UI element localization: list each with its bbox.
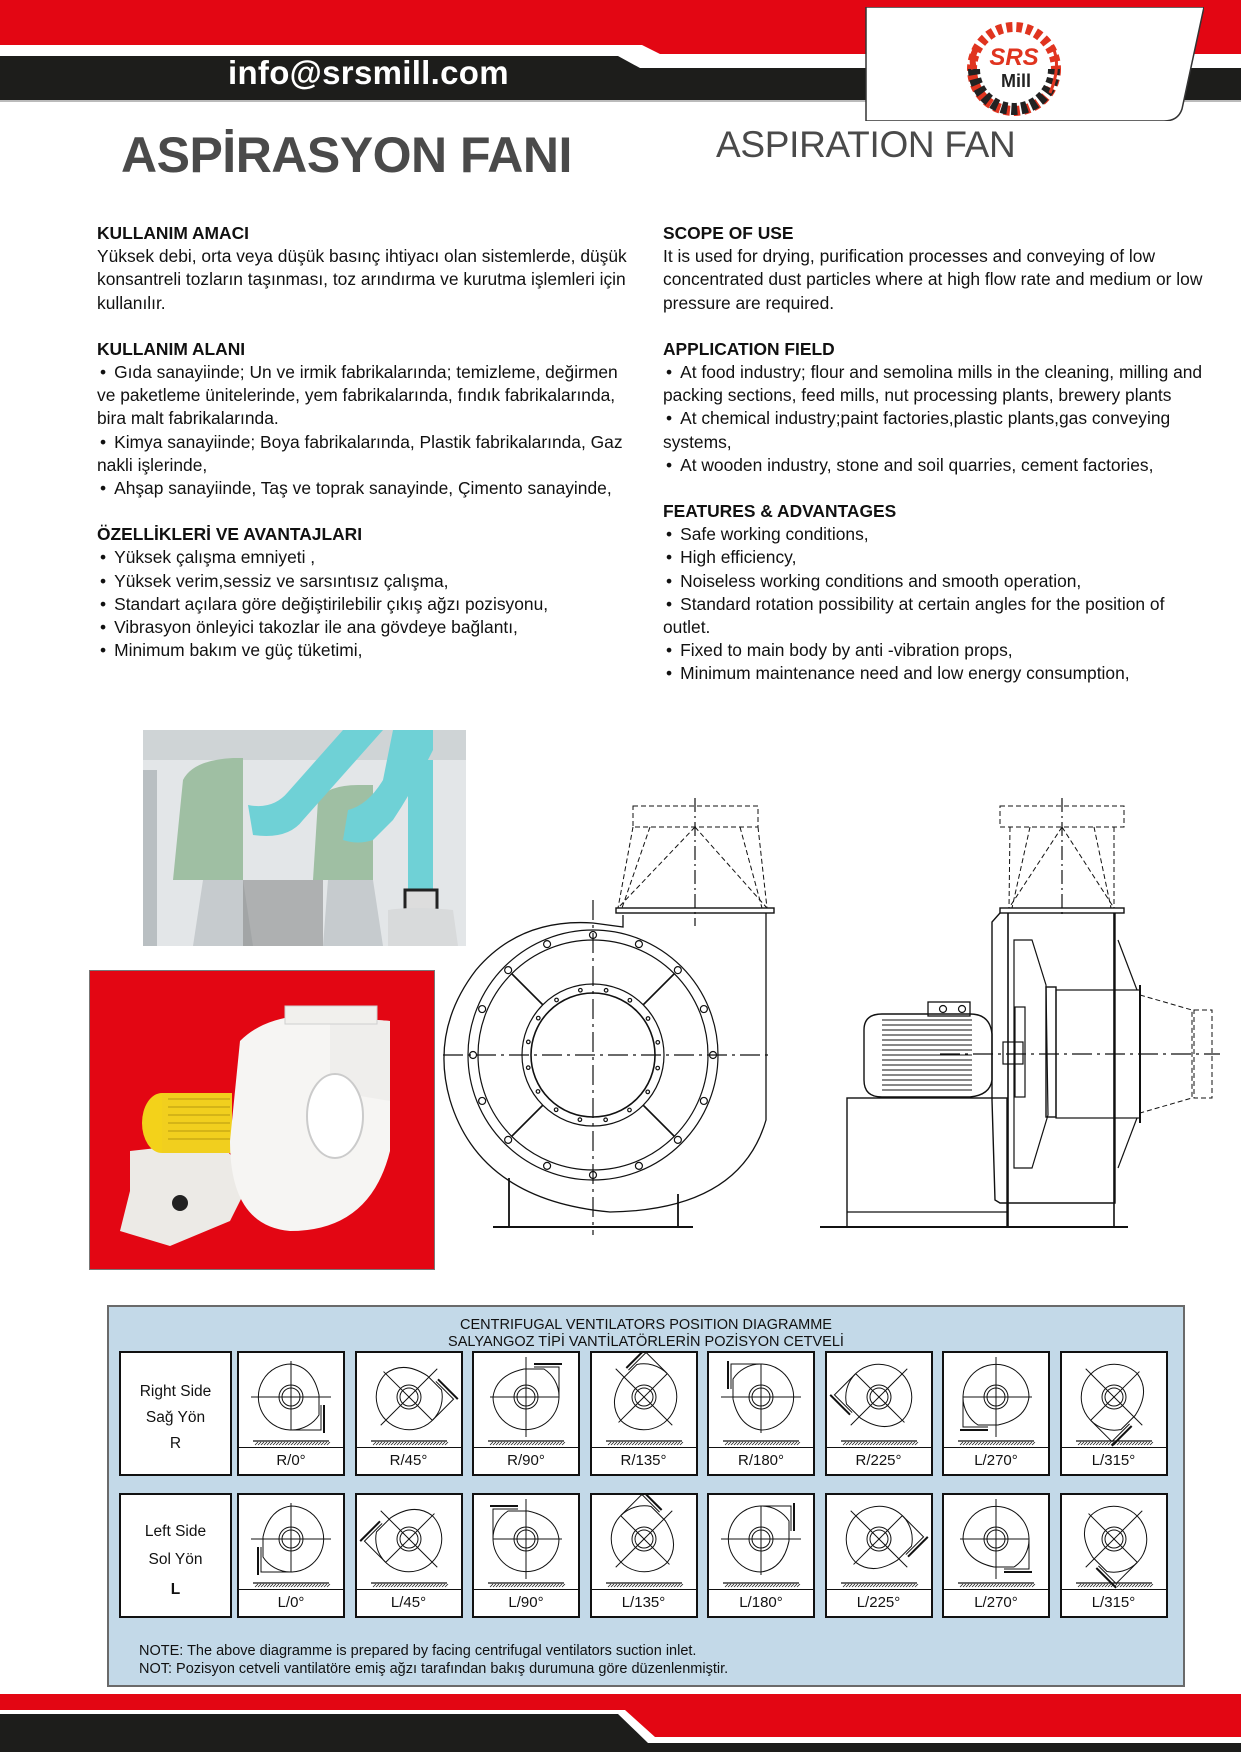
fan-position-icon	[709, 1495, 813, 1591]
fan-position-icon	[944, 1353, 1048, 1449]
fan-position-icon	[357, 1495, 461, 1591]
diagram-title-tr: SALYANGOZ TİPİ VANTİLATÖRLERİN POZİSYON CETVELİ	[448, 1334, 844, 1350]
list-item: • Yüksek verim,sessiz ve sarsıntısız çalışma,	[97, 570, 637, 593]
contact-email[interactable]: info@srsmill.com	[228, 54, 509, 91]
fan-position-icon	[239, 1353, 343, 1449]
position-cell	[472, 1351, 580, 1476]
fan-position-icon	[1062, 1495, 1166, 1591]
fan-position-icon	[1062, 1353, 1166, 1449]
section-application-en	[663, 338, 1203, 477]
right-column-en	[663, 222, 1203, 709]
list-item: • Vibrasyon önleyici takozlar ile ana gövdeye bağlantı,	[97, 616, 637, 639]
row-label-tr: Sağ Yön	[145, 1409, 206, 1426]
position-label: L/45°	[357, 1589, 461, 1616]
fan-position-icon	[357, 1353, 461, 1449]
position-label: R/225°	[827, 1447, 931, 1474]
position-label: L/225°	[827, 1589, 931, 1616]
position-label: L/315°	[1062, 1447, 1166, 1474]
position-cell	[1060, 1493, 1168, 1618]
section-heading: KULLANIM ALANI	[97, 338, 246, 359]
fan-position-icon	[474, 1495, 578, 1591]
position-cell	[590, 1493, 698, 1618]
position-label: R/0°	[239, 1447, 343, 1474]
position-cell	[707, 1351, 815, 1476]
section-heading: APPLICATION FIELD	[663, 338, 835, 359]
product-photo	[89, 970, 435, 1270]
section-scope-en	[663, 222, 1203, 315]
section-usage-purpose-tr	[97, 222, 637, 315]
fan-position-icon	[827, 1353, 931, 1449]
section-paragraph: Yüksek debi, orta veya düşük basınç ihtiyacı olan sistemlerde, düşük konsantreli tozların taşınması, toz arındırma ve kurutma işlemleri için kullanılır.	[97, 246, 627, 313]
side-view-drawing	[820, 790, 1240, 1240]
position-cell	[1060, 1351, 1168, 1476]
diagram-title-en: CENTRIFUGAL VENTILATORS POSITION DIAGRAMME	[460, 1317, 832, 1333]
position-label: R/45°	[357, 1447, 461, 1474]
fan-position-icon	[474, 1353, 578, 1449]
position-label: R/135°	[592, 1447, 696, 1474]
fan-position-icon	[592, 1495, 696, 1591]
list-item: • Yüksek çalışma emniyeti ,	[97, 546, 637, 569]
position-cell	[237, 1351, 345, 1476]
section-heading: SCOPE OF USE	[663, 223, 794, 243]
logo-card	[864, 7, 1204, 121]
position-label: L/270°	[944, 1589, 1048, 1616]
position-cell	[942, 1351, 1050, 1476]
installation-photo	[143, 730, 466, 946]
position-label: L/270°	[944, 1447, 1048, 1474]
section-heading: FEATURES & ADVANTAGES	[663, 501, 897, 522]
list-item: • Kimya sanayiinde; Boya fabrikalarında, Plastik fabrikalarında, Gaz nakli işlerinde,	[97, 431, 637, 477]
position-label: L/90°	[474, 1589, 578, 1616]
row-label-code: L	[170, 1581, 181, 1598]
position-cell	[472, 1493, 580, 1618]
diagram-note-en: NOTE: The above diagramme is prepared by facing centrifugal ventilators suction inlet.	[139, 1643, 697, 1659]
front-view-drawing	[440, 790, 820, 1240]
list-item: • Noiseless working conditions and smooth operation,	[663, 570, 1203, 593]
diagram-note-tr: NOT: Pozisyon cetveli vantilatöre emiş ağzı tarafından bakış durumuna göre düzenlenmiştir.	[139, 1661, 729, 1677]
row-label-en: Left Side	[144, 1523, 207, 1540]
fan-position-icon	[944, 1495, 1048, 1591]
list-item: • Fixed to main body by anti -vibration props,	[663, 639, 1203, 662]
position-cell	[590, 1351, 698, 1476]
position-cell	[707, 1493, 815, 1618]
fan-position-icon	[827, 1495, 931, 1591]
position-cell	[825, 1493, 933, 1618]
page-title-tr: ASPİRASYON FANI	[121, 127, 572, 183]
section-heading: ÖZELLİKLERİ VE AVANTAJLARI	[97, 524, 363, 545]
section-paragraph: It is used for drying, purification processes and conveying of low concentrated dust particles where at high flow rate and medium or low pressure are required.	[663, 246, 1203, 313]
fan-position-icon	[239, 1495, 343, 1591]
position-label: R/180°	[709, 1447, 813, 1474]
position-label: R/90°	[474, 1447, 578, 1474]
position-cell	[942, 1493, 1050, 1618]
position-cell	[825, 1351, 933, 1476]
list-item: • At chemical industry;paint factories,plastic plants,gas conveying systems,	[663, 407, 1203, 453]
position-cell	[237, 1493, 345, 1618]
position-label: L/315°	[1062, 1589, 1166, 1616]
section-usage-area-tr	[97, 338, 637, 500]
list-item: • Standard rotation possibility at certain angles for the position of outlet.	[663, 593, 1203, 639]
list-item: • Ahşap sanayiinde, Taş ve toprak sanayinde, Çimento sanayinde,	[97, 477, 637, 500]
fan-position-icon	[592, 1353, 696, 1449]
section-features-en	[663, 500, 1203, 686]
left-column-tr	[97, 222, 637, 685]
list-item: • Standart açılara göre değiştirilebilir çıkış ağzı pozisyonu,	[97, 593, 637, 616]
position-label: L/135°	[592, 1589, 696, 1616]
section-features-tr	[97, 523, 637, 662]
position-label: L/180°	[709, 1589, 813, 1616]
logo-text-mill: Mill	[1001, 71, 1031, 91]
logo-text-srs: SRS	[989, 44, 1039, 71]
list-item: • Minimum bakım ve güç tüketimi,	[97, 639, 637, 662]
list-item: • Safe working conditions,	[663, 523, 1203, 546]
list-item: • At food industry; flour and semolina mills in the cleaning, milling and packing sections, feed mills, nut processing plants, brewery plants	[663, 361, 1203, 407]
row-label-right	[119, 1351, 232, 1476]
section-heading: KULLANIM AMACI	[97, 223, 249, 243]
position-diagram-panel	[107, 1305, 1185, 1687]
row-label-tr: Sol Yön	[148, 1551, 203, 1568]
row-label-en: Right Side	[139, 1383, 212, 1400]
fan-position-icon	[709, 1353, 813, 1449]
position-cell	[355, 1351, 463, 1476]
row-label-left	[119, 1493, 232, 1618]
list-item: • Gıda sanayiinde; Un ve irmik fabrikalarında; temizleme, değirmen ve paketleme ünitelerinde, yem fabrikalarında, fındık fabrikalarında, bira malt fabrikalarında.	[97, 361, 637, 431]
page-title-en: ASPIRATION FAN	[716, 124, 1016, 165]
list-item: • Minimum maintenance need and low energy consumption,	[663, 662, 1203, 685]
row-label-code: R	[169, 1435, 182, 1452]
position-label: L/0°	[239, 1589, 343, 1616]
position-cell	[355, 1493, 463, 1618]
footer-band	[0, 1690, 1241, 1754]
list-item: • At wooden industry, stone and soil quarries, cement factories,	[663, 454, 1203, 477]
list-item: • High efficiency,	[663, 546, 1203, 569]
